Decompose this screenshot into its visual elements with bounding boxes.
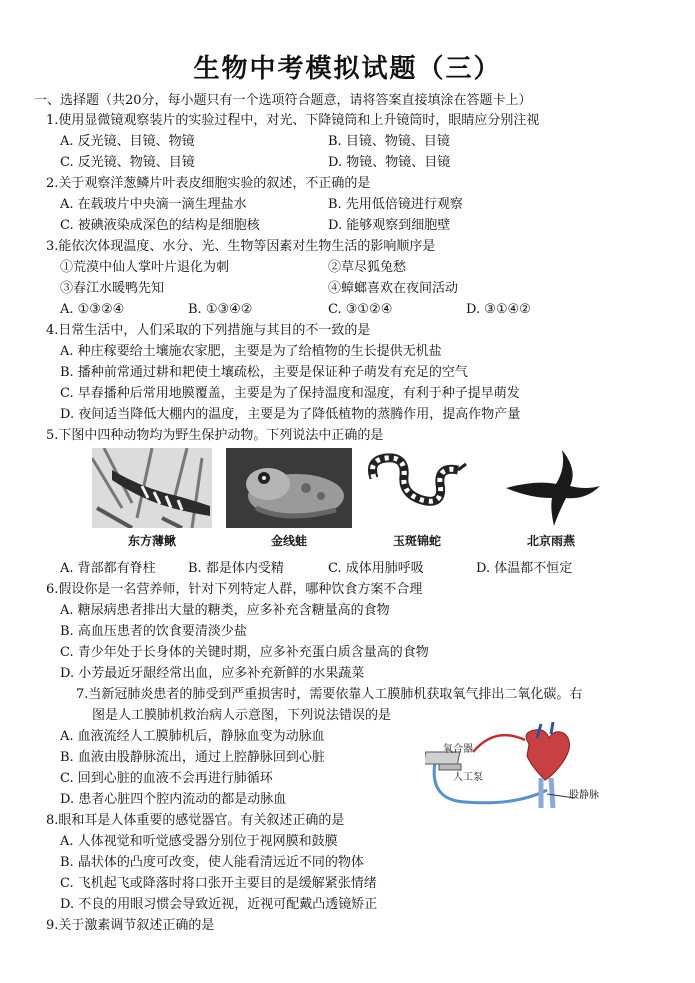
question-9-stem: 9.关于激素调节叙述正确的是 (46, 918, 215, 933)
question-6-stem: 6.假设你是一名营养师，针对下列特定人群，哪种饮食方案不合理 (46, 582, 423, 597)
ecmo-diagram (425, 722, 605, 810)
question-4-stem: 4.日常生活中，人们采取的下列措施与其目的不一致的是 (46, 323, 371, 338)
question-2-stem: 2.关于观察洋葱鳞片叶表皮细胞实验的叙述，不正确的是 (46, 176, 371, 191)
q1-option-d: D. 物镜、物镜、目镜 (328, 155, 451, 170)
q5-option-a: A. 背部都有脊柱 (60, 561, 156, 576)
q6-option-b: B. 高血压患者的饮食要清淡少盐 (60, 624, 247, 639)
frog-photo (226, 448, 352, 528)
label-pump: 人工泵 (453, 772, 483, 783)
q7-option-a: A. 血液流经人工膜肺机后，静脉血变为动脉血 (60, 729, 325, 744)
swift-photo (496, 448, 606, 528)
question-8-stem: 8.眼和耳是人体重要的感觉器官。有关叙述正确的是 (46, 813, 345, 828)
caption-frog: 金线蛙 (270, 534, 307, 548)
q1-option-c: C. 反光镜、物镜、目镜 (60, 155, 195, 170)
q4-option-b: B. 播种前常通过耕和耙使土壤疏松，主要是保证种子萌发有充足的空气 (60, 365, 468, 380)
caption-snake: 玉斑锦蛇 (392, 534, 441, 548)
q3-option-d: D. ③①④② (466, 302, 531, 317)
loach-photo (92, 448, 212, 528)
q5-option-c: C. 成体用肺呼吸 (328, 561, 424, 576)
q3-item-2: ②草尽狐兔愁 (328, 260, 407, 275)
q6-option-a: A. 糖尿病患者排出大量的糖类，应多补充含糖量高的食物 (60, 603, 390, 618)
q2-option-b: B. 先用低倍镜进行观察 (328, 197, 463, 212)
question-7-stem-line1: 7.当新冠肺炎患者的肺受到严重损害时，需要依靠人工膜肺机获取氧气排出二氧化碳。右 (76, 687, 583, 702)
swift-image (496, 448, 606, 528)
q3-option-b: B. ①③④② (188, 302, 253, 317)
q8-option-b: B. 晶状体的凸度可改变，使人能看清远近不同的物体 (60, 855, 364, 870)
label-oxygenator: 氧合器 (443, 744, 473, 755)
q3-item-1: ①荒漠中仙人掌叶片退化为刺 (60, 260, 230, 275)
snake-image (362, 448, 472, 528)
q3-option-c: C. ③①②④ (328, 302, 393, 317)
q1-option-a: A. 反光镜、目镜、物镜 (60, 134, 195, 149)
q3-item-4: ④蟑螂喜欢在夜间活动 (328, 281, 459, 296)
question-7-stem-line2: 图是人工膜肺机救治病人示意图，下列说法错误的是 (92, 708, 392, 723)
q4-option-d: D. 夜间适当降低大棚内的温度，主要是为了降低植物的蒸腾作用，提高作物产量 (60, 407, 521, 422)
q6-option-d: D. 小芳最近牙龈经常出血，应多补充新鲜的水果蔬菜 (60, 666, 365, 681)
caption-swift: 北京雨燕 (526, 534, 575, 548)
q1-option-b: B. 目镜、物镜、目镜 (328, 134, 450, 149)
loach-image (92, 448, 212, 528)
q7-option-d: D. 患者心脏四个腔内流动的都是动脉血 (60, 792, 287, 807)
q7-option-b: B. 血液由股静脉流出，通过上腔静脉回到心脏 (60, 750, 325, 765)
q4-option-c: C. 早春播种后常用地膜覆盖，主要是为了保持温度和湿度，有利于种子提早萌发 (60, 386, 520, 401)
caption-loach: 东方薄鳅 (127, 534, 176, 548)
label-femoral-vein: 股静脉 (569, 790, 599, 801)
question-1-stem: 1.使用显微镜观察装片的实验过程中，对光、下降镜筒和上升镜筒时，眼睛应分别注视 (46, 113, 540, 128)
section-header: 一、选择题（共20分，每小题只有一个选项符合题意，请将答案直接填涂在答题卡上） (34, 93, 532, 108)
page-title: 生物中考模拟试题（三） (193, 54, 502, 84)
q8-option-a: A. 人体视觉和听觉感受器分别位于视网膜和鼓膜 (60, 834, 338, 849)
q7-option-c: C. 回到心脏的血液不会再进行肺循环 (60, 771, 273, 786)
q5-option-d: D. 体温都不恒定 (476, 561, 573, 576)
q2-option-c: C. 被碘液染成深色的结构是细胞核 (60, 218, 260, 233)
q2-option-a: A. 在载玻片中央滴一滴生理盐水 (60, 197, 247, 212)
q3-option-a: A. ①③②④ (60, 302, 125, 317)
snake-photo (362, 448, 472, 528)
q2-option-d: D. 能够观察到细胞壁 (328, 218, 451, 233)
q6-option-c: C. 青少年处于长身体的关键时期，应多补充蛋白质含量高的食物 (60, 645, 429, 660)
q5-option-b: B. 都是体内受精 (188, 561, 284, 576)
q8-option-c: C. 飞机起飞或降落时将口张开主要目的是缓解紧张情绪 (60, 876, 377, 891)
frog-image (226, 448, 352, 528)
q3-item-3: ③春江水暖鸭先知 (60, 281, 165, 296)
question-5-stem: 5.下图中四种动物均为野生保护动物。下列说法中正确的是 (46, 428, 384, 443)
question-3-stem: 3.能依次体现温度、水分、光、生物等因素对生物生活的影响顺序是 (46, 239, 436, 254)
q4-option-a: A. 种庄稼要给土壤施农家肥，主要是为了给植物的生长提供无机盐 (60, 344, 442, 359)
q8-option-d: D. 不良的用眼习惯会导致近视，近视可配戴凸透镜矫正 (60, 897, 378, 912)
